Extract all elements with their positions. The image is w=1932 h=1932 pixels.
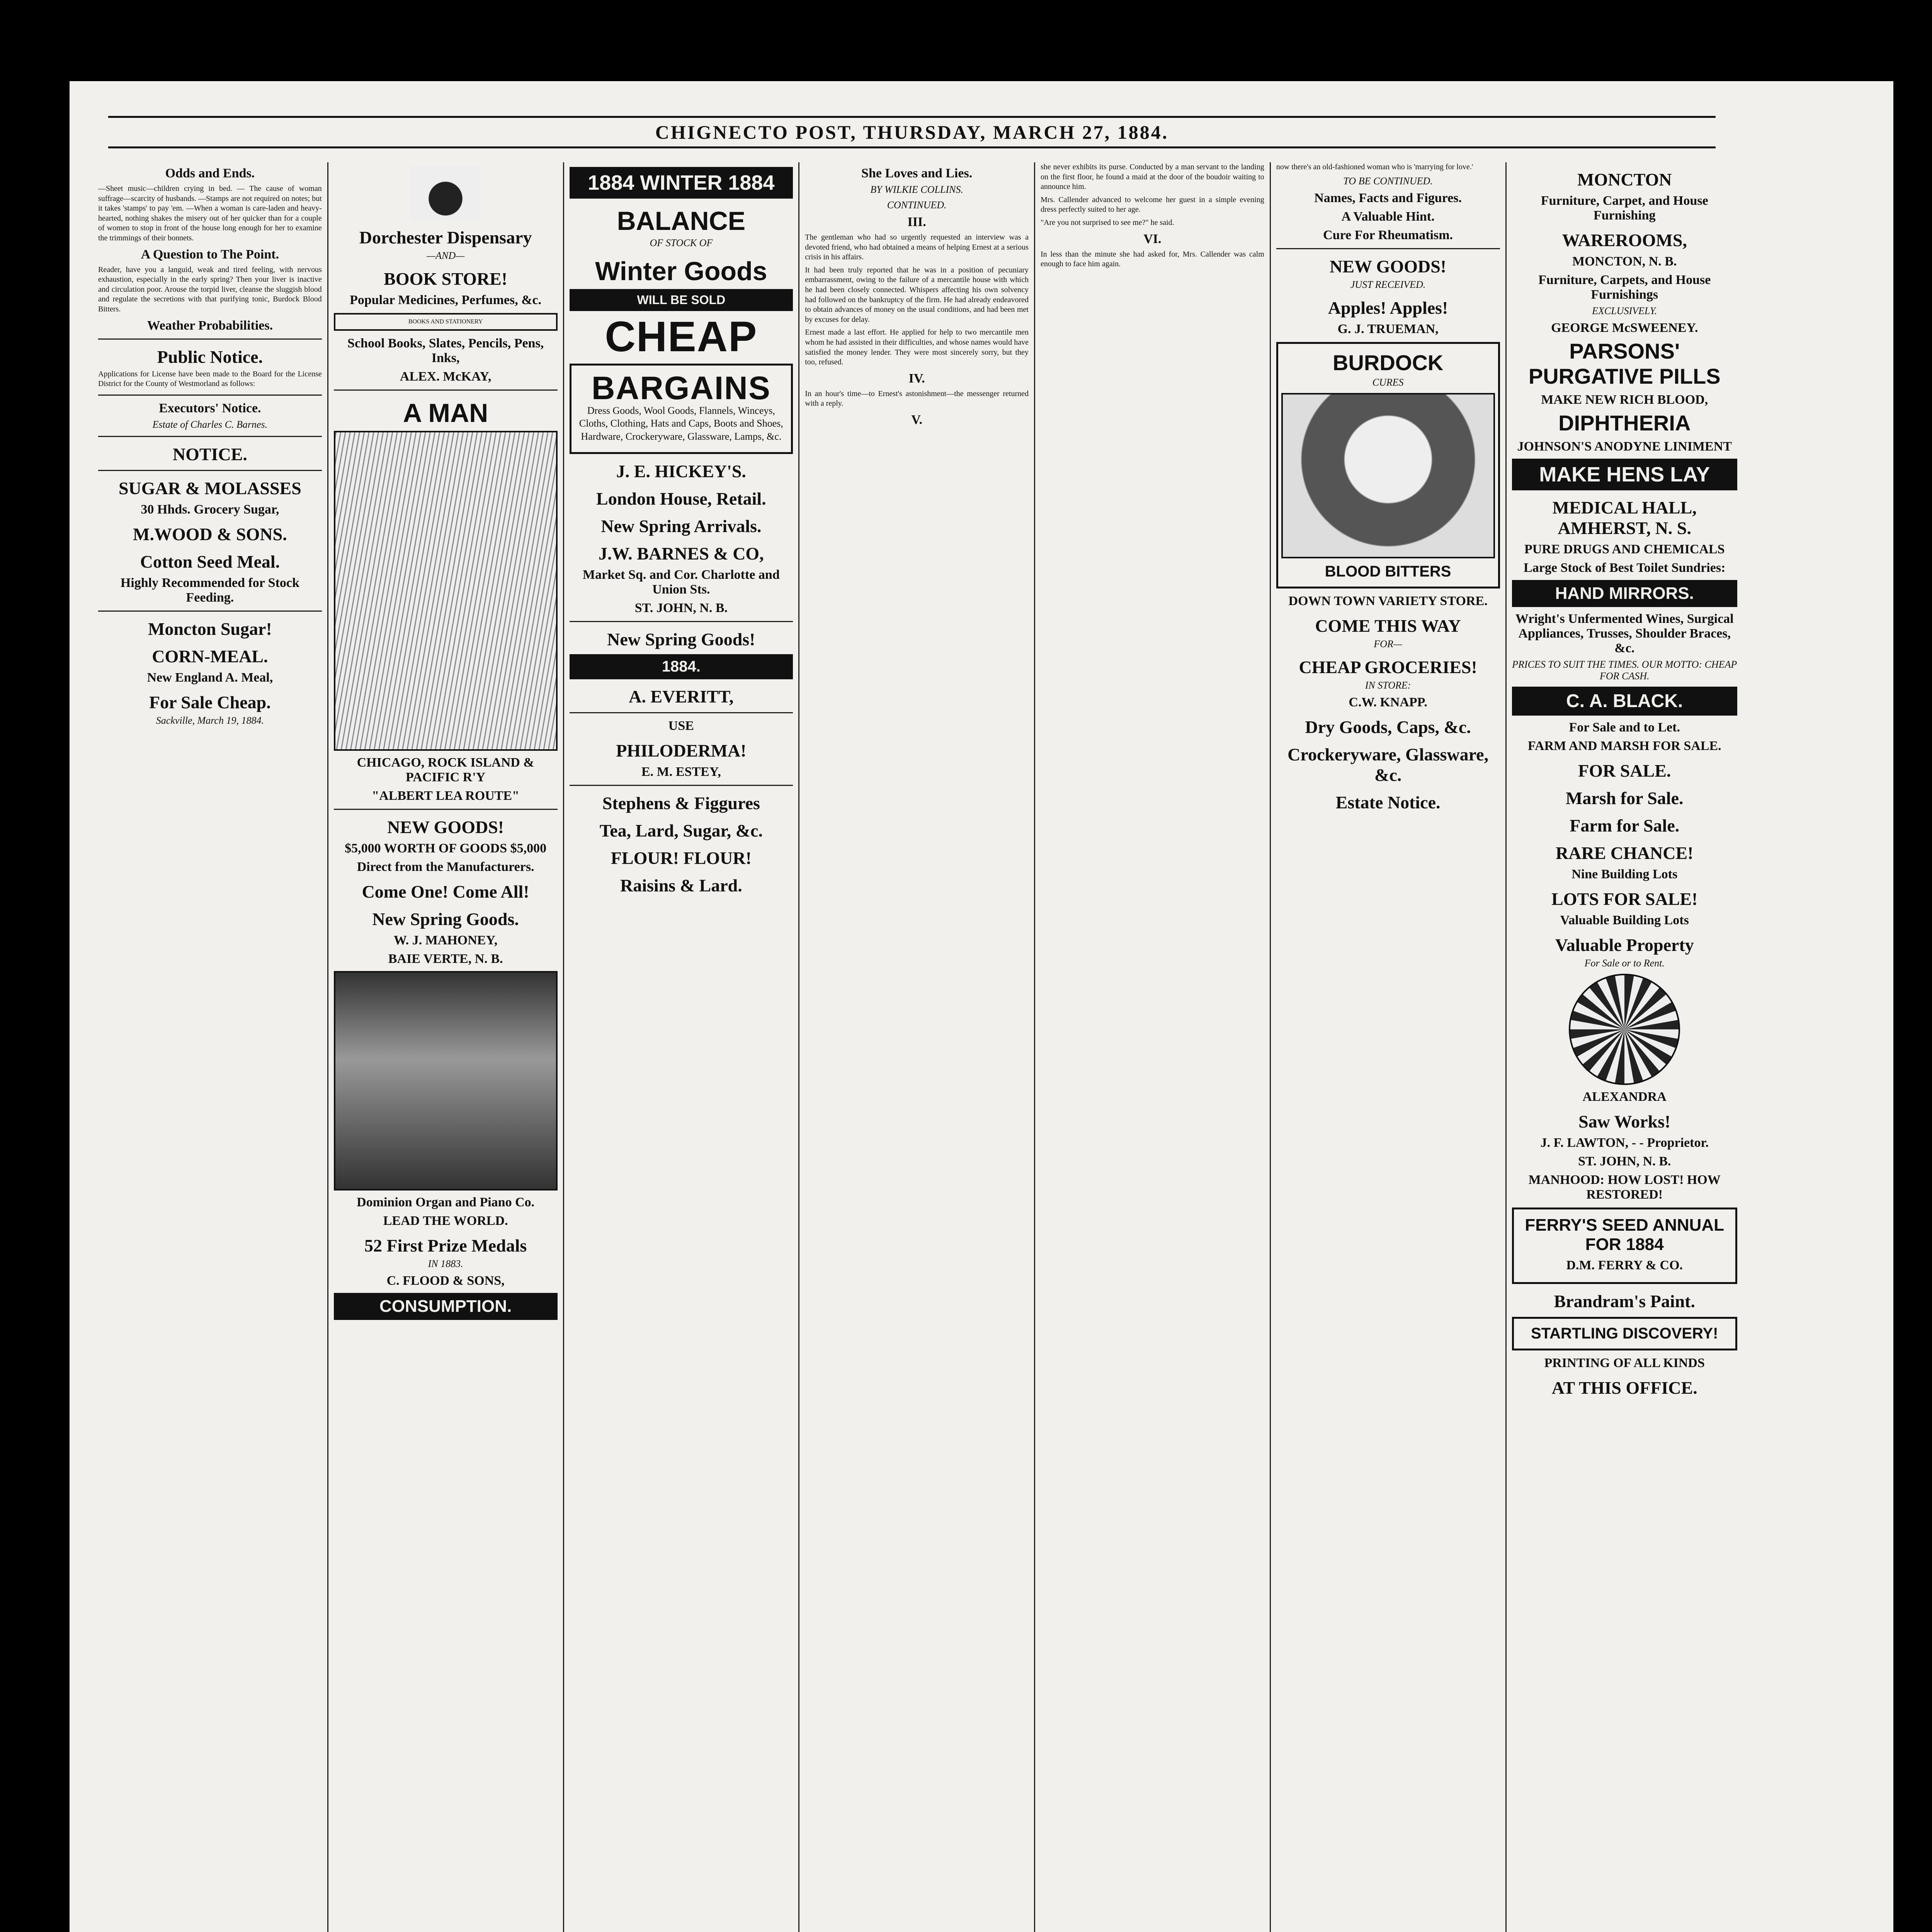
estate-notice: Estate Notice. [1335,792,1440,812]
lots-sale: LOTS FOR SALE! [1551,889,1698,909]
farm-marsh: FARM AND MARSH FOR SALE. [1527,739,1721,753]
alexandra: ALEXANDRA [1582,1090,1667,1104]
railway-map-image [334,431,558,751]
farm-sale: Farm for Sale. [1570,816,1680,835]
bargains: BARGAINS [591,370,771,406]
exclusively: EXCLUSIVELY. [1592,305,1657,316]
barnes: J.W. BARNES & CO, [599,543,764,563]
year-band: 1884. [570,654,793,679]
everitt: A. EVERITT, [629,686,734,706]
nine-lots: Nine Building Lots [1571,867,1678,881]
diphtheria: DIPHTHERIA [1558,411,1691,435]
public-notice-title: Public Notice. [157,347,263,367]
burdock-plant-image [1281,393,1495,558]
lead-world: LEAD THE WORLD. [383,1214,508,1228]
saw-works: Saw Works! [1578,1112,1671,1131]
ferry-co: D.M. FERRY & CO. [1566,1258,1683,1272]
saw-blades-image [1569,974,1680,1085]
winter-banner: 1884 WINTER 1884 [570,167,793,199]
new-goods: NEW GOODS! [1330,256,1447,276]
london-house: London House, Retail. [596,488,766,509]
odds-body: —Sheet music—children crying in bed. — The cause of woman suffrage—scarcity of husbands. —Stamps are not required on notes; but it takes 'stamps' to pay 'em. —When a woman is care-laden and heavy-hearted, nothing shakes the misery out of her quicker than for a couple of women to stop in front of the house long enough for her to examine the trimmings of their bonnets. [98,184,322,242]
hens-lay: MAKE HENS LAY [1512,459,1738,490]
divider [98,338,322,340]
spring-arrivals: New Spring Arrivals. [601,516,762,536]
raisins: Raisins & Lard. [620,875,742,895]
continued: CONTINUED. [887,199,947,211]
cow-foot: Sackville, March 19, 1884. [156,714,264,726]
lawton: J. F. LAWTON, - - Proprietor. [1540,1136,1709,1150]
mcsweeney: GEORGE McSWEENEY. [1551,321,1698,335]
column-1 [93,162,328,1932]
come-one: Come One! Come All! [362,882,529,901]
flood: C. FLOOD & SONS, [386,1274,505,1288]
divider [570,712,793,713]
valuable-lots: Valuable Building Lots [1560,913,1689,927]
at-office: AT THIS OFFICE. [1551,1378,1697,1398]
dry-goods: Dry Goods, Caps, &c. [1305,717,1471,737]
story-title: She Loves and Lies. [861,166,973,180]
story-p1: The gentleman who had so urgently requested an interview was a devoted friend, who had obtained a means of helping Ernest at a serious crisis in his affairs. [805,233,1029,262]
pure-drugs: PURE DRUGS AND CHEMICALS [1524,542,1725,556]
public-notice-body: Applications for License have been made to the Board for the License District for the County of Westmorland as follows: [98,369,322,388]
toilet-sundries: Large Stock of Best Toilet Sundries: [1524,561,1726,575]
columns [93,162,1743,1932]
moncton: MONCTON [1577,170,1672,189]
chapter-6: VI. [1143,231,1162,246]
organ-co: Dominion Organ and Piano Co. [357,1195,535,1209]
cow-sale: For Sale Cheap. [149,692,271,712]
column-3 [564,162,800,1932]
rheum-title: Cure For Rheumatism. [1323,228,1453,242]
divider [334,389,558,391]
divider [334,809,558,810]
popular: Popular Medicines, Perfumes, &c. [350,293,542,307]
column-4 [799,162,1035,1932]
in-1883: IN 1883. [428,1258,463,1269]
crockery: Crockeryware, Glassware, &c. [1287,744,1489,785]
direct: Direct from the Manufacturers. [357,860,534,874]
of-stock: OF STOCK OF [650,237,713,248]
anodyne: JOHNSON'S ANODYNE LINIMENT [1517,439,1732,454]
medals: 52 First Prize Medals [364,1236,527,1255]
new-goods: NEW GOODS! [387,817,504,837]
masthead [108,116,1716,148]
motto: PRICES TO SUIT THE TIMES. OUR MOTTO: CHEAP FOR CASH. [1512,659,1737,682]
consumption: CONSUMPTION. [334,1293,558,1320]
ferry-seed: FERRY'S SEED ANNUAL FOR 1884 [1525,1216,1725,1254]
executors-sub: Estate of Charles C. Barnes. [152,418,268,430]
baie-verte: BAIE VERTE, N. B. [388,952,503,966]
mahoney: W. J. MAHONEY, [393,933,498,947]
divider [98,436,322,437]
books-stationery: BOOKS AND STATIONERY [408,318,483,325]
column-2 [328,162,564,1932]
for-sale: FOR SALE. [1578,761,1671,781]
moncton-sugar: Moncton Sugar! [148,619,272,639]
moncton-nb: MONCTON, N. B. [1572,254,1677,269]
chapter-4: IV. [908,371,925,386]
masthead-title: CHIGNECTO POST, THURSDAY, MARCH 27, 1884. [655,121,1169,143]
mortar-pestle-icon [411,166,480,220]
flour: FLOUR! FLOUR! [611,848,752,868]
story-cont-p3: "Are you not surprised to see me?" he said. [1041,218,1174,227]
sugar-line: 30 Hhds. Grocery Sugar, [141,502,279,517]
divider [1276,248,1500,249]
and-text: —AND— [427,250,465,261]
column-7 [1507,162,1743,1932]
dispensary: Dorchester Dispensary [359,228,532,247]
story-end: now there's an old-fashioned woman who is 'marrying for love.' [1276,163,1473,171]
chapter-3: III. [907,215,926,229]
cotton-seed: Cotton Seed Meal. [140,551,280,571]
book-store: BOOK STORE! [384,269,508,289]
railway: CHICAGO, ROCK ISLAND & PACIFIC R'Y [357,755,534,784]
notice-title: NOTICE. [172,444,247,464]
byline: BY WILKIE COLLINS. [870,184,963,195]
story-p4: In an hour's time—to Ernest's astonishment—the messenger returned with a reply. [805,389,1029,408]
divider [98,395,322,396]
weather-title: Weather Probabilities. [147,318,273,333]
hickey: J. E. HICKEY'S. [616,461,746,481]
divider [570,621,793,622]
tea-lard: Tea, Lard, Sugar, &c. [599,820,763,840]
spring-goods: New Spring Goods! [607,629,755,649]
medical-hall: MEDICAL HALL, AMHERST, N. S. [1552,498,1697,538]
burdock-ad [1276,342,1500,588]
saw-st-john: ST. JOHN, N. B. [1578,1154,1671,1168]
column-6 [1271,162,1507,1932]
startling-ad [1512,1317,1738,1350]
albert-lea: "ALBERT LEA ROUTE" [372,789,519,803]
cheap: CHEAP [605,313,758,361]
wood-sons: M.WOOD & SONS. [133,524,287,544]
divider [570,785,793,786]
rare-chance: RARE CHANCE! [1556,843,1694,863]
brandram: Brandram's Paint. [1554,1291,1695,1311]
corn-meal: CORN-MEAL. [152,646,268,666]
crop-mark [1845,85,1889,130]
alex-mckay: ALEX. McKAY, [400,369,492,384]
story-p2: It had been truly reported that he was in a position of pecuniary embarrassment, owing to the failure of a mercantile house with which he had been closely connected. Whispers affecting his own solvency had followed on the bankruptcy of the firm. He had already endeavored to obtain advances of money on the usual conditions, and had been met by excuses for delay. [805,265,1029,324]
to-be-continued: TO BE CONTINUED. [1343,175,1433,187]
school-books: School Books, Slates, Pencils, Pens, Inks, [347,336,544,365]
variety-store: DOWN TOWN VARIETY STORE. [1288,594,1488,608]
story-cont-p2: Mrs. Callender advanced to welcome her guest in a simple evening dress perfectly suited to her age. [1041,195,1264,214]
wright: Wright's Unfermented Wines, Surgical Appliances, Trusses, Shoulder Braces, &c. [1515,612,1734,655]
marsh-sale: Marsh for Sale. [1565,788,1684,808]
sugar-title: SUGAR & MOLASSES [118,478,301,498]
winter-goods: Winter Goods [595,257,767,286]
knapp: C.W. KNAPP. [1349,695,1427,709]
hint-title: A Valuable Hint. [1341,209,1435,224]
story-cont-p1: she never exhibits its purse. Conducted by a man servant to the landing on the first floor, he found a maid at the door of the boudoir waiting to announce him. [1041,163,1264,191]
ca-black: C. A. BLACK. [1512,687,1738,716]
furniture-2: Furniture, Carpets, and House Furnishings [1538,273,1711,302]
trueman: G. J. TRUEMAN, [1337,321,1439,336]
hand-mirrors: HAND MIRRORS. [1512,580,1738,607]
ferry-ad [1512,1208,1738,1284]
five-thousand: $5,000 WORTH OF GOODS $5,000 [345,841,547,855]
odds-title: Odds and Ends. [165,166,255,180]
for-text: FOR— [1374,638,1402,650]
blood-bitters: BLOOD BITTERS [1325,563,1451,580]
for-sale-let: For Sale and to Let. [1569,720,1680,735]
new-england: New England A. Meal, [147,670,273,685]
estey: E. M. ESTEY, [641,764,721,779]
sale-or-rent: For Sale or to Rent. [1584,957,1665,969]
story-p3: Ernest made a last effort. He applied for help to two mercantile men whom he had assisted in their difficulties, and whose names would have satisfied the money lender. They were most sincerely sorry, but they too, refused. [805,328,1029,367]
in-store: IN STORE: [1365,679,1411,691]
goods-list: Dress Goods, Wool Goods, Flannels, Winceys, Cloths, Clothing, Hats and Caps, Boots and Shoes, Hardware, Crockeryware, Glassware, Lamps, &c. [579,405,783,442]
come-this-way: COME THIS WAY [1315,616,1461,636]
books-box [334,313,558,331]
furniture-1: Furniture, Carpet, and House Furnishing [1541,194,1708,223]
organ-image [334,971,558,1190]
apples: Apples! Apples! [1328,298,1448,318]
a-man: A MAN [403,398,488,428]
manhood: MANHOOD: HOW LOST! HOW RESTORED! [1528,1173,1721,1202]
use: USE [668,718,694,733]
startling: STARTLING DISCOVERY! [1531,1325,1718,1342]
parsons-pills: PARSONS' PURGATIVE PILLS [1528,339,1721,388]
warerooms: WAREROOMS, [1562,230,1687,250]
bargains-box [570,364,793,454]
cheap-groceries: CHEAP GROCERIES! [1299,657,1477,677]
chapter-5: V. [911,412,922,427]
stephens: Stephens & Figgures [602,793,760,813]
question-title: A Question to The Point. [141,247,279,262]
column-5 [1035,162,1271,1932]
cotton-sub: Highly Recommended for Stock Feeding. [120,575,299,605]
rich-blood: MAKE NEW RICH BLOOD, [1541,393,1708,407]
valuable-property: Valuable Property [1555,935,1694,955]
question-body: Reader, have you a languid, weak and tired feeling, with nervous exhaustion, especially in the early spring? Then your liver is inactive and circulation poor. Arouse the torpid liver, cleanse the sluggish blood and regulate the secretions with that purifying tonic, Burdock Blood Bitters. [98,265,322,313]
divider [98,470,322,471]
burdock-title: BURDOCK [1333,350,1444,375]
names-title: Names, Facts and Figures. [1314,190,1462,205]
just-received: JUST RECEIVED. [1350,279,1426,290]
spring-goods: New Spring Goods. [372,909,519,929]
philoderma: PHILODERMA! [616,740,747,760]
divider [98,611,322,612]
balance: BALANCE [617,206,746,236]
st-john: ST. JOHN, N. B. [634,600,728,615]
story-cont-p4: In less than the minute she had asked for, Mrs. Callender was calm enough to face him again. [1041,250,1264,269]
barnes-addr: Market Sq. and Cor. Charlotte and Union Sts. [583,567,780,597]
will-be-sold: WILL BE SOLD [570,289,793,311]
burdock-cures: CURES [1372,376,1404,388]
executors-title: Executors' Notice. [159,401,261,415]
printing: PRINTING OF ALL KINDS [1544,1356,1705,1370]
